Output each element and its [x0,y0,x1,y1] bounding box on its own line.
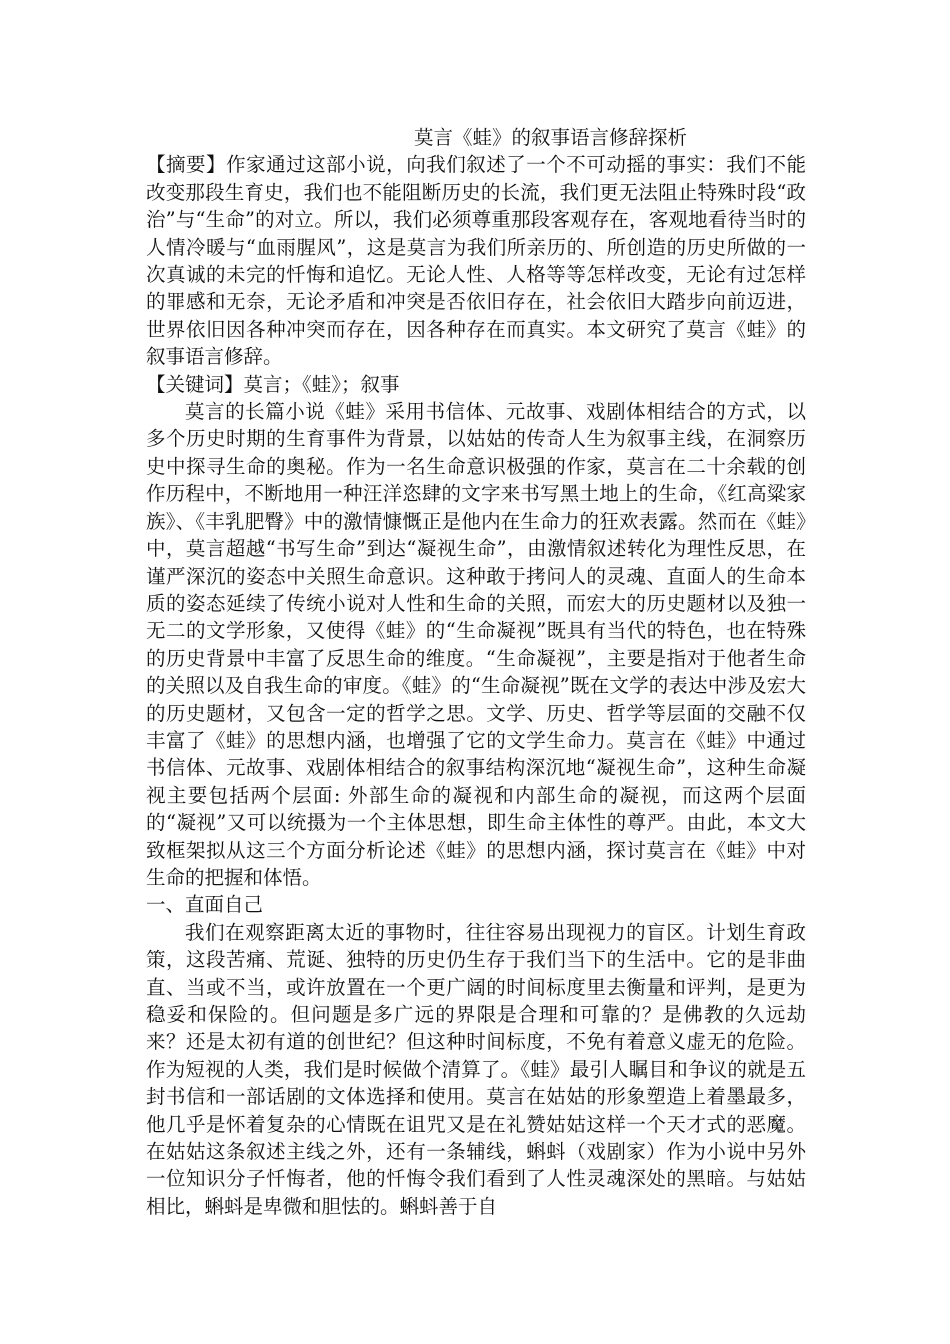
section-heading: 一、直面自己 [146,893,264,917]
abstract-paragraph [146,151,806,370]
intro-paragraph: 莫言的长篇小说《蛙》采用书信体、元故事、戏剧体相结合的方式，以多个历史时期的生育事件为背景，以姑姑的传奇人生为叙事主线，在洞察历史中探寻生命的奥秘。作为一名生命意识极强的作家，莫言在二十余载的创作历程中，不断地用一种汪洋恣肆的文字来书写黑土地上的生命，《红高粱家族》、《丰乳肥臀》中的激情慷慨正是他内在生命力的狂欢表露。然而在《蛙》中，莫言超越“书写生命”到达“凝视生命”，由激情叙述转化为理性反思，在谨严深沉的姿态中关照生命意识。这种敢于拷问人的灵魂、直面人的生命本质的姿态延续了传统小说对人性和生命的关照，而宏大的历史题材以及独一无二的文学形象，又使得《蛙》的“生命凝视”既具有当代的特色，也在特殊的历史背景中丰富了反思生命的维度。“生命凝视”，主要是指对于他者生命的关照以及自我生命的审度。《蛙》的“生命凝视”既在文学的表达中涉及宏大的历史题材，又包含一定的哲学之思。文学、历史、哲学等层面的交融不仅丰富了《蛙》的思想内涵，也增强了它的文学生命力。莫言在《蛙》中通过书信体、元故事、戏剧体相结合的叙事结构深沉地“凝视生命”，这种生命凝视主要包括两个层面: 外部生命的凝视和内部生命的凝视，而这两个层面的“凝视”又可以统摄为一个主体思想，即生命主体性的尊严。由此，本文大致框架拟从这三个方面分析论述《蛙》的思想内涵，探讨莫言在《蛙》中对生命的把握和体悟。 [146,400,806,889]
document-page [146,124,806,1220]
abstract-label: 【摘要】 [146,153,227,177]
keywords-label: 【关键词】 [146,372,244,396]
abstract-text: 作家通过这部小说，向我们叙述了一个不可动摇的事实：我们不能改变那段生育史，我们也不能阻断历史的长流，我们更无法阻止特殊时段“政治”与“生命”的对立。所以，我们必须尊重那段客观存在，客观地看待当时的人情冷暖与“血雨腥风”，这是莫言为我们所亲历的、所创造的历史所做的一次真诚的未完的忏悔和追忆。无论人性、人格等等怎样改变，无论有过怎样的罪感和无奈，无论矛盾和冲突是否依旧存在，社会依旧大踏步向前迈进，世界依旧因各种冲突而存在，因各种存在而真实。本文研究了莫言《蛙》的叙事语言修辞。 [146,153,806,369]
paper-title: 莫言《蛙》的叙事语言修辞探析 [414,126,688,149]
keywords-text: 莫言；《蛙》；叙事 [243,372,400,396]
keywords-paragraph [146,371,806,398]
section-paragraph: 我们在观察距离太近的事物时，往往容易出现视力的盲区。计划生育政策，这段苦痛、荒诞、独特的历史仍生存于我们当下的生活中。它的是非曲直、当或不当，或许放置在一个更广阔的时间标度里去衡量和评判，是更为稳妥和保险的。但问题是多广远的界限是合理和可靠的？是佛教的久远劫来？还是太初有道的创世纪？但这种时间标度，不免有着意义虚无的危险。作为短视的人类，我们是时候做个清算了。《蛙》最引人瞩目和争议的就是五封书信和一部话剧的文体选择和使用。莫言在姑姑的形象塑造上着墨最多，他几乎是怀着复杂的心情既在诅咒又是在礼赞姑姑这样一个天才式的恶魔。在姑姑这条叙述主线之外，还有一条辅线，蝌蚪（戏剧家）作为小说中另外一位知识分子忏悔者，他的忏悔令我们看到了人性灵魂深处的黑暗。与姑姑相比，蝌蚪是卑微和胆怯的。蝌蚪善于自 [146,920,806,1218]
